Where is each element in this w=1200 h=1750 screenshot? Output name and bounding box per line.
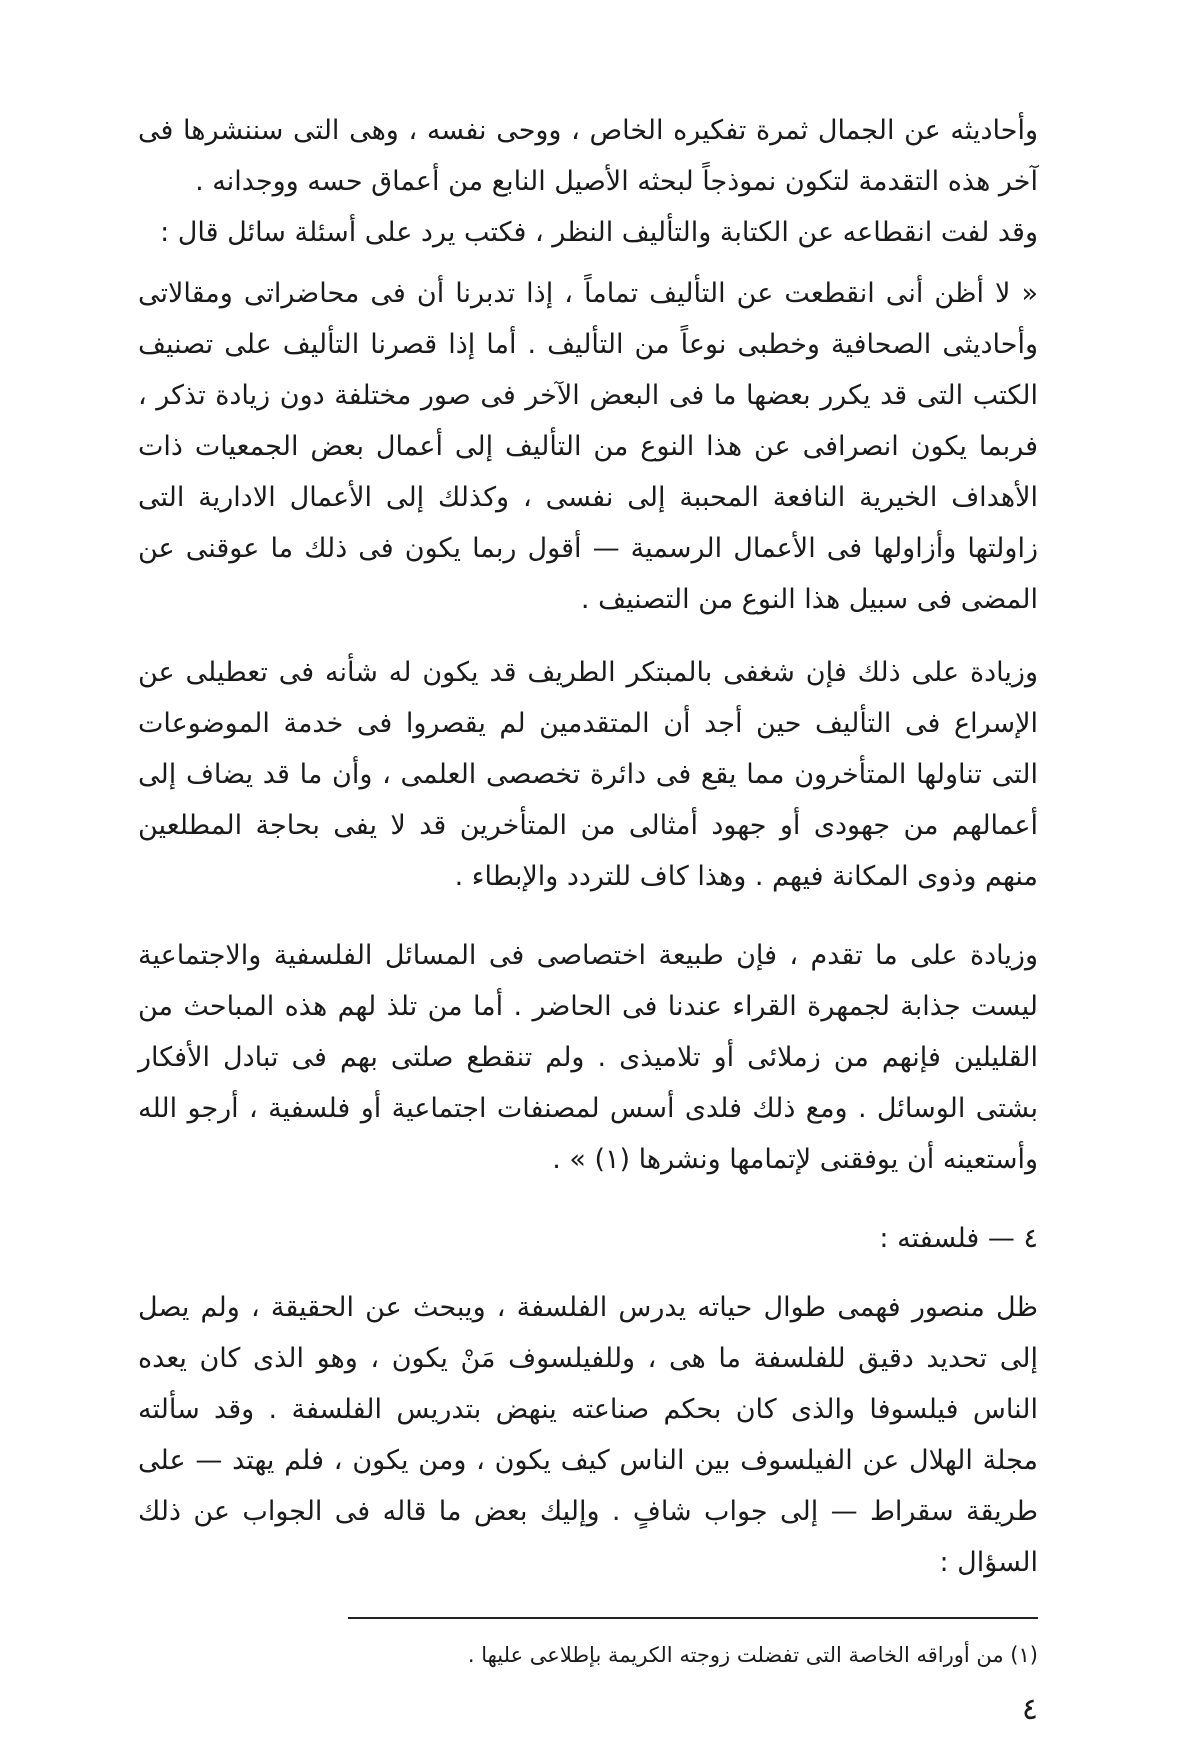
paragraph-philosophy: ظل منصور فهمى طوال حياته يدرس الفلسفة ، ويبحث عن الحقيقة ، ولم يصل إلى تحديد دقيق للفلسفة ما هى ، وللفيلسوف مَنْ يكون ، وهو الذى كان يعده الناس فيلسوفا والذى كان بحكم صناعته ينهض بتدريس الفلسفة . وقد سألته مجلة الهلال عن الفيلسوف بين الناس كيف يكون ، ومن يكون ، فلم يهتد — على طريقة سقراط — إلى جواب شافٍ . وإليك بعض ما قاله فى الجواب عن ذلك السؤال : xyxy=(138,1292,1038,1578)
paragraph-question-lead: وقد لفت انقطاعه عن الكتابة والتأليف النظر ، فكتب يرد على أسئلة سائل قال : xyxy=(160,217,1038,248)
section-heading-text: ٤ — فلسفته : xyxy=(879,1223,1038,1254)
paragraph-intro: وأحاديثه عن الجمال ثمرة تفكيره الخاص ، ووحى نفسه ، وهى التى سننشرها فى آخر هذه التقدمة لتكون نموذجاً لبحثه الأصيل النابع من أعماق حسه ووجدانه . xyxy=(138,115,1038,197)
footnote: (١) من أوراقه الخاصة التى تفضلت زوجته الكريمة بإطلاعى عليها . xyxy=(467,1643,1038,1667)
paragraph-quote-3: وزيادة على ما تقدم ، فإن طبيعة اختصاصى فى المسائل الفلسفية والاجتماعية ليست جذابة لجمهرة القراء عندنا فى الحاضر . أما من تلذ لهم هذه المباحث من القليلين فإنهم من زملائى أو تلاميذى . ولم تنقطع صلتى بهم فى تبادل الأفكار بشتى الوسائل . ومع ذلك فلدى أسس لمصنفات اجتماعية أو فلسفية ، أرجو الله وأستعينه أن يوفقنى لإتمامها ونشرها (١) » . xyxy=(138,940,1038,1175)
paragraph-quote-1: « لا أظن أنى انقطعت عن التأليف تماماً ، إذا تدبرنا أن فى محاضراتى ومقالاتى وأحاديثى الصحافية وخطبى نوعاً من التأليف . أما إذا قصرنا التأليف على تصنيف الكتب التى قد يكرر بعضها ما فى البعض الآخر فى صور مختلفة دون زيادة تذكر ، فربما يكون انصرافى عن هذا النوع من التأليف إلى أعمال بعض الجمعيات ذات الأهداف الخيرية النافعة المحببة إلى نفسى ، وكذلك إلى الأعمال الادارية التى زاولتها وأزاولها فى الأعمال الرسمية — أقول ربما يكون فى ذلك ما عوقنى عن المضى فى سبيل هذا النوع من التصنيف . xyxy=(138,278,1038,615)
document-page xyxy=(138,105,1038,1727)
paragraph-quote-2: وزيادة على ذلك فإن شغفى بالمبتكر الطريف قد يكون له شأنه فى تعطيلى عن الإسراع فى التأليف حين أجد أن المتقدمين لم يقصروا فى خدمة الموضوعات التى تناولها المتأخرون مما يقع فى دائرة تخصصى العلمى ، وأن ما قد يضاف إلى أعمالهم من جهودى أو جهود أمثالى من المتأخرين قد لا يفى بحاجة المطلعين منهم وذوى المكانة فيهم . وهذا كاف للتردد والإبطاء . xyxy=(138,657,1038,892)
section-heading xyxy=(138,1213,1038,1264)
footnote-divider xyxy=(348,1617,1038,1619)
page-number: ٤ xyxy=(1021,1692,1038,1727)
